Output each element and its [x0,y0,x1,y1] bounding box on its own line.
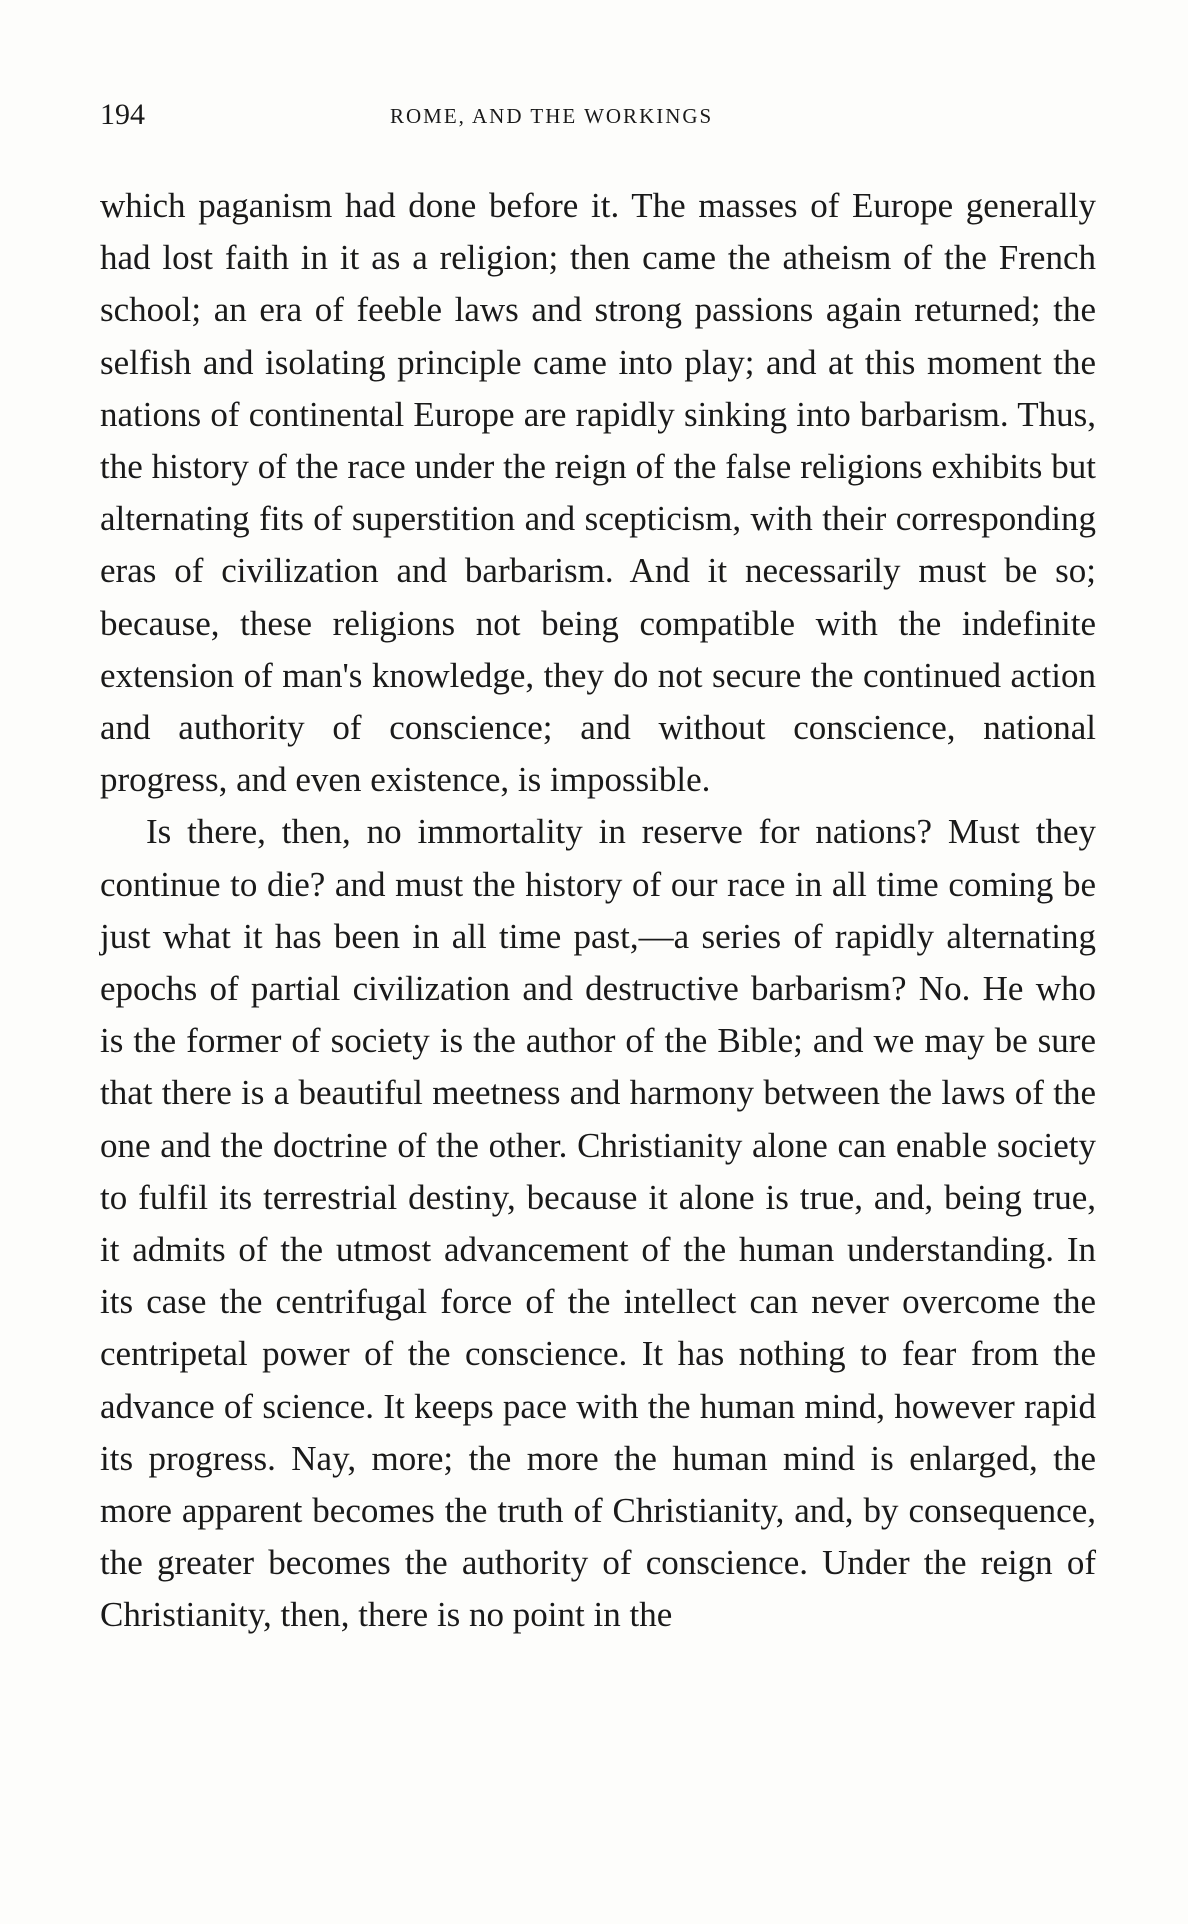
paragraph: Is there, then, no immortality in reserve for nations? Must they continue to die? and must the history of our race in all time coming be just what it has been in all time past,—a series of rapidly alternating epochs of partial civilization and destructive barbarism? No. He who is the former of society is the author of the Bible; and we may be sure that there is a beautiful meetness and harmony between the laws of the one and the doctrine of the other. Christianity alone can enable society to fulfil its terrestrial destiny, because it alone is true, and, being true, it admits of the utmost advancement of the human understanding. In its case the centrifugal force of the intellect can never overcome the centripetal power of the conscience. It has nothing to fear from the advance of science. It keeps pace with the human mind, however rapid its progress. Nay, more; the more the human mind is enlarged, the more apparent becomes the truth of Christianity, and, by consequence, the greater becomes the authority of conscience. Under the reign of Christianity, then, there is no point in the [100,812,1096,1635]
running-header [100,98,1100,138]
running-title: ROME, AND THE WORKINGS [390,104,714,128]
body-text [100,180,1096,1642]
paragraph: which paganism had done before it. The masses of Europe generally had lost faith in it as a religion; then came the atheism of the French school; an era of feeble laws and strong passions again returned; the selfish and isolating principle came into play; and at this moment the nations of continental Europe are rapidly sinking into barbarism. Thus, the history of the race under the reign of the false religions exhibits but alternating fits of superstition and scepticism, with their corresponding eras of civilization and barbarism. And it necessarily must be so; because, these religions not being compatible with the indefinite extension of man's knowledge, they do not secure the continued action and authority of conscience; and without conscience, national progress, and even existence, is impossible. [100,186,1096,800]
page-number: 194 [100,98,145,131]
